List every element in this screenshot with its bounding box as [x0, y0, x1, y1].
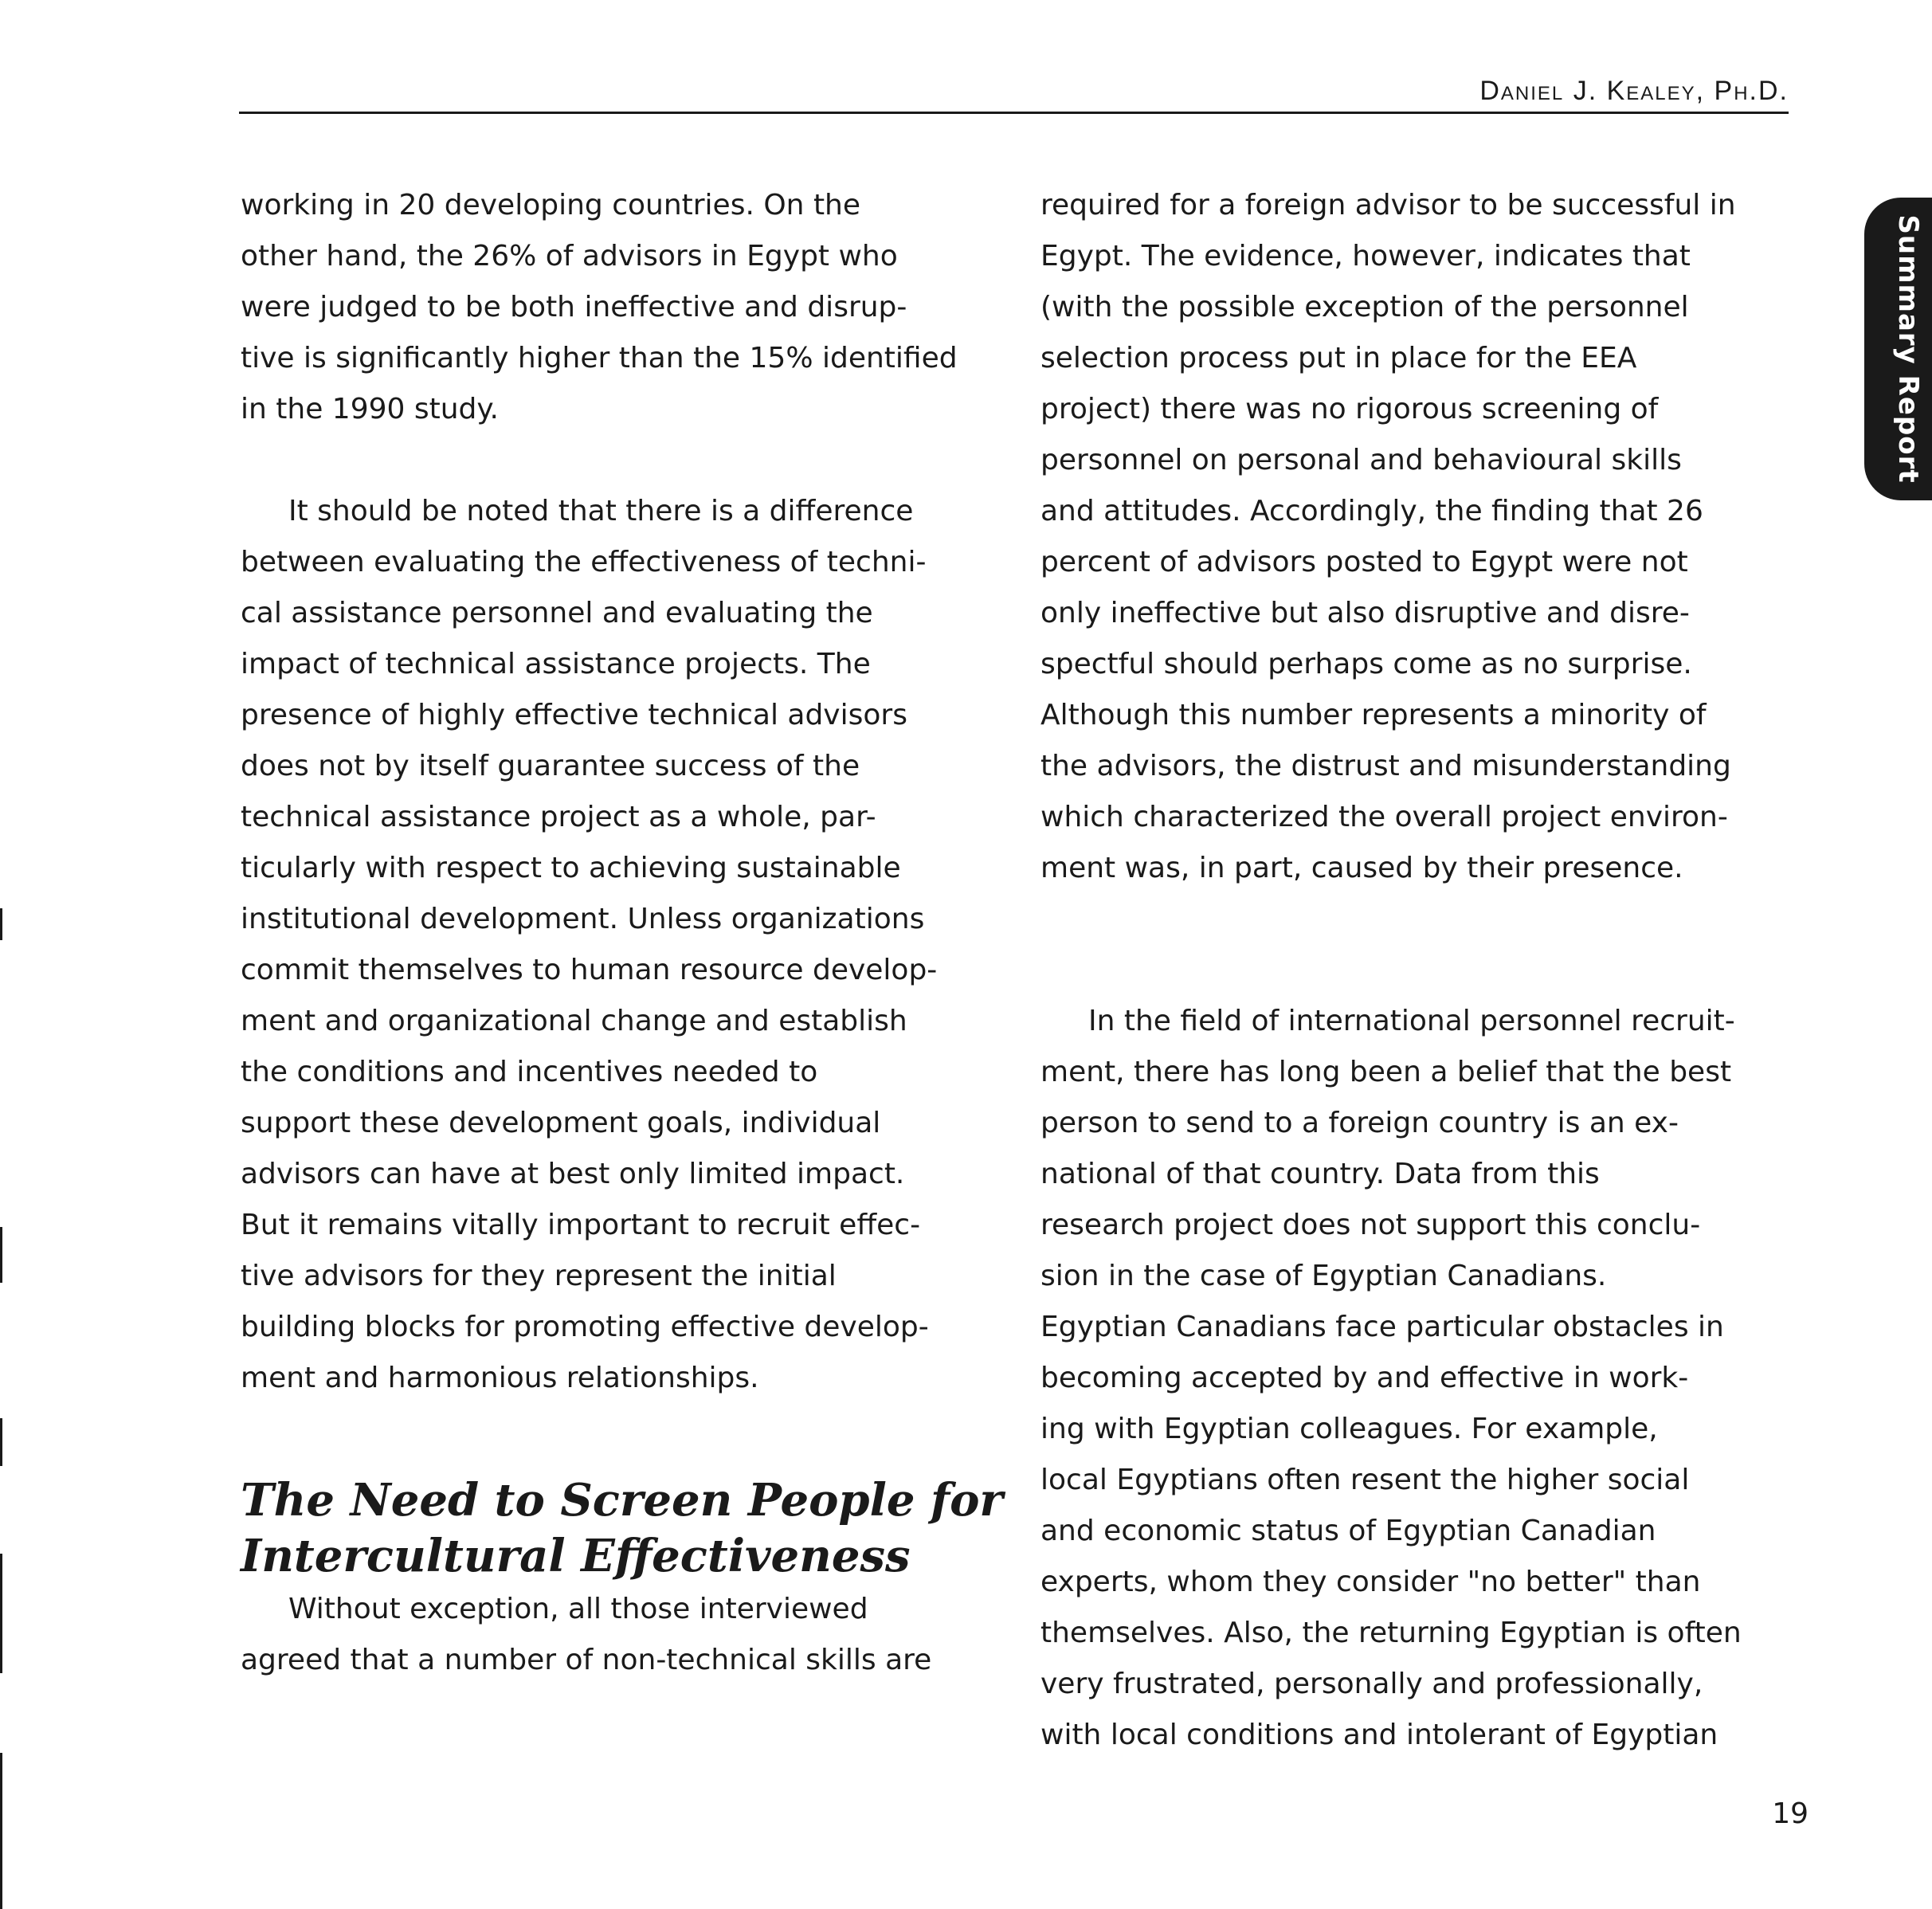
text-line: cal assistance personnel and evaluating the: [241, 597, 873, 629]
text-line: very frustrated, personally and professionally,: [1040, 1668, 1703, 1700]
binding-edge-mark: [0, 908, 2, 940]
text-line: with local conditions and intolerant of Egyptian: [1040, 1719, 1718, 1751]
text-line: experts, whom they consider "no better" than: [1040, 1566, 1701, 1598]
text-line: tive is significantly higher than the 15% identified: [241, 342, 958, 374]
text-line: in the 1990 study.: [241, 393, 499, 425]
text-line: In the field of international personnel recruit-: [1088, 1005, 1735, 1037]
text-line: ment was, in part, caused by their presence.: [1040, 852, 1683, 884]
text-line: other hand, the 26% of advisors in Egypt who: [241, 240, 898, 272]
running-header: [239, 72, 1789, 114]
text-line: percent of advisors posted to Egypt were not: [1040, 546, 1688, 578]
text-line: It should be noted that there is a difference: [288, 495, 914, 527]
text-line: which characterized the overall project environ-: [1040, 801, 1728, 833]
binding-edge-mark: [0, 1753, 2, 1909]
text-line: Egypt. The evidence, however, indicates that: [1040, 240, 1691, 272]
left-column: [241, 180, 1005, 1686]
heading-line: The Need to Screen People for: [241, 1474, 1003, 1527]
heading-line: Intercultural Effectiveness: [241, 1530, 911, 1582]
text-line: does not by itself guarantee success of the: [241, 750, 860, 782]
text-line: But it remains vitally important to recruit effec-: [241, 1209, 921, 1241]
text-line: person to send to a foreign country is an ex-: [1040, 1107, 1679, 1139]
text-line: advisors can have at best only limited impact.: [241, 1158, 905, 1190]
text-line: institutional development. Unless organizations: [241, 903, 925, 935]
text-line: Without exception, all those interviewed: [288, 1593, 868, 1625]
text-line: and economic status of Egyptian Canadian: [1040, 1515, 1656, 1547]
paragraph: [241, 1584, 1005, 1686]
text-line: ticularly with respect to achieving sustainable: [241, 852, 901, 884]
text-line: the conditions and incentives needed to: [241, 1056, 818, 1088]
section-tab: [1864, 198, 1932, 500]
text-line: Egyptian Canadians face particular obstacles in: [1040, 1311, 1724, 1343]
text-line: were judged to be both ineffective and disrup-: [241, 291, 907, 323]
text-line: between evaluating the effectiveness of techni-: [241, 546, 927, 578]
page-number: 19: [1772, 1797, 1809, 1830]
text-line: national of that country. Data from this: [1040, 1158, 1600, 1190]
text-line: technical assistance project as a whole, par-: [241, 801, 876, 833]
text-line: tive advisors for they represent the initial: [241, 1260, 837, 1292]
text-line: ing with Egyptian colleagues. For example,: [1040, 1413, 1658, 1445]
text-line: research project does not support this conclu-: [1040, 1209, 1701, 1241]
text-line: and attitudes. Accordingly, the finding that 26: [1040, 495, 1703, 527]
text-line: sion in the case of Egyptian Canadians.: [1040, 1260, 1607, 1292]
paragraph: [1040, 996, 1805, 1761]
binding-edge-mark: [0, 1554, 2, 1673]
text-line: required for a foreign advisor to be successful in: [1040, 189, 1736, 221]
text-line: the advisors, the distrust and misunderstanding: [1040, 750, 1731, 782]
text-line: impact of technical assistance projects. The: [241, 648, 871, 680]
text-line: only ineffective but also disruptive and disre-: [1040, 597, 1690, 629]
section-heading: [241, 1472, 1005, 1584]
text-line: ment and organizational change and establish: [241, 1005, 907, 1037]
text-line: building blocks for promoting effective develop-: [241, 1311, 929, 1343]
section-tab-label: Summary Report: [1892, 214, 1924, 484]
author-name: Daniel J. Kealey, Ph.D.: [1479, 76, 1789, 106]
text-line: spectful should perhaps come as no surprise.: [1040, 648, 1692, 680]
binding-edge-mark: [0, 1418, 2, 1466]
text-line: themselves. Also, the returning Egyptian is often: [1040, 1617, 1742, 1649]
text-line: presence of highly effective technical advisors: [241, 699, 907, 731]
text-line: Although this number represents a minority of: [1040, 699, 1707, 731]
text-line: (with the possible exception of the personnel: [1040, 291, 1689, 323]
text-line: local Egyptians often resent the higher social: [1040, 1464, 1690, 1496]
text-line: project) there was no rigorous screening of: [1040, 393, 1659, 425]
text-line: working in 20 developing countries. On the: [241, 189, 861, 221]
paragraph: [1040, 180, 1805, 894]
paragraph: [241, 486, 1005, 1404]
text-line: support these development goals, individual: [241, 1107, 881, 1139]
text-line: commit themselves to human resource develop-: [241, 954, 938, 986]
text-line: becoming accepted by and effective in work-: [1040, 1362, 1689, 1394]
binding-edge-mark: [0, 1227, 2, 1283]
text-line: agreed that a number of non-technical skills are: [241, 1644, 932, 1676]
paragraph: [241, 180, 1005, 435]
text-line: ment and harmonious relationships.: [241, 1362, 759, 1394]
text-line: ment, there has long been a belief that the best: [1040, 1056, 1732, 1088]
text-line: selection process put in place for the EEA: [1040, 342, 1637, 374]
right-column: [1040, 180, 1805, 1761]
text-line: personnel on personal and behavioural skills: [1040, 444, 1682, 476]
